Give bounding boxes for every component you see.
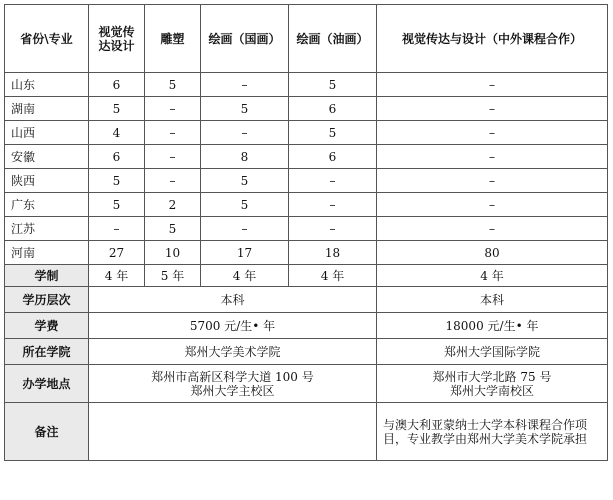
value-cell: 5	[201, 193, 289, 217]
header-sculpture: 雕塑	[145, 5, 201, 73]
notes-left	[89, 403, 377, 461]
location-label: 办学地点	[5, 365, 89, 403]
value-cell: 6	[89, 145, 145, 169]
value-cell: –	[145, 121, 201, 145]
value-cell: –	[201, 121, 289, 145]
value-cell: –	[145, 145, 201, 169]
header-visual-comm	[89, 5, 145, 73]
value-cell: 10	[145, 241, 201, 265]
degree-row	[5, 287, 608, 313]
value-cell: –	[289, 169, 377, 193]
value-cell: 5	[289, 73, 377, 97]
header-sino-foreign: 视觉传达与设计（中外课程合作）	[377, 5, 608, 73]
value-cell: –	[201, 73, 289, 97]
value-cell: 2	[145, 193, 201, 217]
province-cell: 江苏	[5, 217, 89, 241]
value-cell: 5	[201, 97, 289, 121]
header-visual-comm-line2: 达设计	[98, 38, 135, 53]
notes-row	[5, 403, 608, 461]
header-guohua: 绘画（国画）	[201, 5, 289, 73]
college-left: 郑州大学美术学院	[89, 339, 377, 365]
value-cell: 4	[89, 121, 145, 145]
degree-label: 学历层次	[5, 287, 89, 313]
value-cell: –	[377, 145, 608, 169]
value-cell: 5	[145, 217, 201, 241]
tuition-left: 5700 元/生• 年	[89, 313, 377, 339]
notes-right: 与澳大利亚蒙纳士大学本科课程合作项目，专业教学由郑州大学美术学院承担	[377, 403, 608, 461]
location-right	[377, 365, 608, 403]
province-cell: 湖南	[5, 97, 89, 121]
college-row	[5, 339, 608, 365]
table-row	[5, 73, 608, 97]
degree-left: 本科	[89, 287, 377, 313]
value-cell: 8	[201, 145, 289, 169]
value-cell: –	[377, 193, 608, 217]
value-cell: –	[377, 73, 608, 97]
value-cell: 4 年	[89, 265, 145, 287]
province-cell: 安徽	[5, 145, 89, 169]
duration-row	[5, 265, 608, 287]
value-cell: –	[377, 169, 608, 193]
value-cell: –	[289, 217, 377, 241]
value-cell: –	[377, 217, 608, 241]
province-cell: 广东	[5, 193, 89, 217]
province-cell: 河南	[5, 241, 89, 265]
value-cell: 6	[289, 97, 377, 121]
value-cell: 6	[289, 145, 377, 169]
tuition-right: 18000 元/生• 年	[377, 313, 608, 339]
value-cell: 18	[289, 241, 377, 265]
college-label: 所在学院	[5, 339, 89, 365]
value-cell: 4 年	[289, 265, 377, 287]
duration-label: 学制	[5, 265, 89, 287]
table-row	[5, 97, 608, 121]
value-cell: 5	[89, 97, 145, 121]
value-cell: 6	[89, 73, 145, 97]
location-right-line1: 郑州市大学北路 75 号	[432, 369, 552, 384]
value-cell: 5	[201, 169, 289, 193]
table-row	[5, 217, 608, 241]
table-row	[5, 121, 608, 145]
value-cell: –	[201, 217, 289, 241]
value-cell: –	[89, 217, 145, 241]
province-cell: 陕西	[5, 169, 89, 193]
notes-label: 备注	[5, 403, 89, 461]
value-cell: 5	[145, 73, 201, 97]
value-cell: 27	[89, 241, 145, 265]
province-cell: 山东	[5, 73, 89, 97]
value-cell: 17	[201, 241, 289, 265]
header-corner: 省份\专业	[5, 5, 89, 73]
enrollment-table	[4, 4, 608, 461]
value-cell: 5	[89, 169, 145, 193]
location-left	[89, 365, 377, 403]
tuition-label: 学费	[5, 313, 89, 339]
value-cell: 5	[89, 193, 145, 217]
tuition-row	[5, 313, 608, 339]
value-cell: 5	[289, 121, 377, 145]
value-cell: –	[145, 97, 201, 121]
header-visual-comm-line1: 视觉传	[98, 24, 135, 39]
value-cell: –	[377, 97, 608, 121]
college-right: 郑州大学国际学院	[377, 339, 608, 365]
degree-right: 本科	[377, 287, 608, 313]
location-right-line2: 郑州大学南校区	[449, 383, 534, 398]
value-cell: –	[289, 193, 377, 217]
table-row	[5, 145, 608, 169]
value-cell: 4 年	[201, 265, 289, 287]
province-cell: 山西	[5, 121, 89, 145]
table-row	[5, 193, 608, 217]
location-left-line2: 郑州大学主校区	[190, 383, 275, 398]
value-cell: 5 年	[145, 265, 201, 287]
value-cell: –	[377, 121, 608, 145]
value-cell: –	[145, 169, 201, 193]
value-cell: 80	[377, 241, 608, 265]
location-row	[5, 365, 608, 403]
table-row	[5, 241, 608, 265]
value-cell: 4 年	[377, 265, 608, 287]
header-oil-painting: 绘画（油画）	[289, 5, 377, 73]
location-left-line1: 郑州市高新区科学大道 100 号	[151, 369, 314, 384]
header-row	[5, 5, 608, 73]
table-row	[5, 169, 608, 193]
